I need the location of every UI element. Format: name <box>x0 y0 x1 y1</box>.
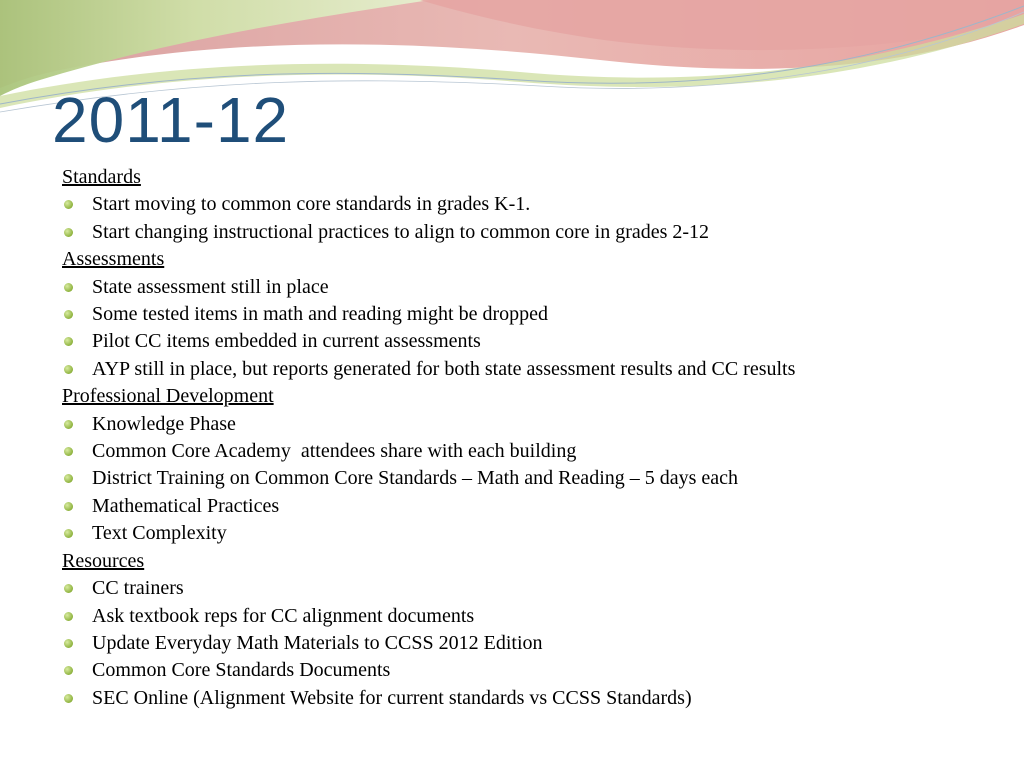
bullet-dot-icon <box>64 200 73 209</box>
bullet-list <box>62 191 1012 246</box>
list-item-text: Ask textbook reps for CC alignment documents <box>92 604 475 627</box>
list-item-text: Common Core Standards Documents <box>92 659 391 682</box>
bullet-dot-icon <box>64 228 73 237</box>
bullet-dot-icon <box>64 474 73 483</box>
bullet-dot-icon <box>64 529 73 538</box>
list-item-text: Some tested items in math and reading might be dropped <box>92 303 549 326</box>
section-professional-development <box>62 383 1012 547</box>
list-item-text: Text Complexity <box>92 522 227 545</box>
bullet-dot-icon <box>64 283 73 292</box>
bullet-list <box>62 575 1012 712</box>
list-item-text: District Training on Common Core Standards – Math and Reading – 5 days each <box>92 467 739 490</box>
list-item-text: AYP still in place, but reports generated for both state assessment results and CC results <box>92 357 796 380</box>
list-item-text: State assessment still in place <box>92 275 329 298</box>
list-item-text: Common Core Academy attendees share with each building <box>92 440 577 463</box>
bullet-dot-icon <box>64 420 73 429</box>
bullet-dot-icon <box>64 639 73 648</box>
list-item-text: SEC Online (Alignment Website for current standards vs CCSS Standards) <box>92 686 692 709</box>
list-item <box>62 411 1012 438</box>
section-heading: Resources <box>62 549 145 572</box>
bullet-dot-icon <box>64 310 73 319</box>
bullet-dot-icon <box>64 337 73 346</box>
bullet-dot-icon <box>64 666 73 675</box>
list-item-text: Start moving to common core standards in grades K-1. <box>92 193 531 216</box>
list-item-text: Mathematical Practices <box>92 494 280 517</box>
slide-title: 2011-12 <box>52 84 290 156</box>
section-heading: Assessments <box>62 248 165 271</box>
list-item-text: Start changing instructional practices to align to common core in grades 2-12 <box>92 220 710 243</box>
section-standards <box>62 164 1012 246</box>
section-assessments <box>62 246 1012 383</box>
list-item <box>62 274 1012 301</box>
list-item <box>62 493 1012 520</box>
section-resources <box>62 548 1012 712</box>
bullet-dot-icon <box>64 694 73 703</box>
list-item <box>62 328 1012 355</box>
list-item <box>62 657 1012 684</box>
bullet-dot-icon <box>64 502 73 511</box>
list-item-text: Pilot CC items embedded in current assessments <box>92 330 481 353</box>
list-item <box>62 603 1012 630</box>
list-item <box>62 301 1012 328</box>
list-item <box>62 520 1012 547</box>
section-heading: Professional Development <box>62 385 274 408</box>
list-item <box>62 685 1012 712</box>
list-item-text: Knowledge Phase <box>92 412 236 435</box>
list-item-text: Update Everyday Math Materials to CCSS 2012 Edition <box>92 631 543 654</box>
list-item <box>62 191 1012 218</box>
bullet-dot-icon <box>64 612 73 621</box>
list-item <box>62 465 1012 492</box>
list-item-text: CC trainers <box>92 577 184 600</box>
list-item <box>62 356 1012 383</box>
list-item <box>62 219 1012 246</box>
list-item <box>62 630 1012 657</box>
bullet-list <box>62 274 1012 384</box>
bullet-dot-icon <box>64 365 73 374</box>
list-item <box>62 438 1012 465</box>
bullet-dot-icon <box>64 584 73 593</box>
bullet-list <box>62 411 1012 548</box>
slide-body <box>62 164 1012 712</box>
bullet-dot-icon <box>64 447 73 456</box>
list-item <box>62 575 1012 602</box>
section-heading: Standards <box>62 166 141 188</box>
